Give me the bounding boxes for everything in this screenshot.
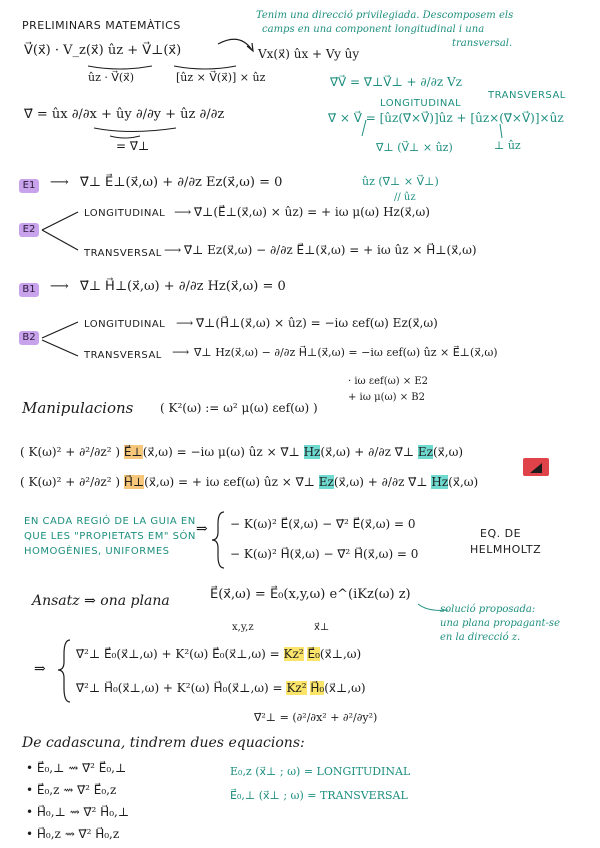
side-note: ûz (∇⃗⊥ × V⃗⊥): [362, 175, 439, 188]
system-eq-h-end: (x⃗⊥,ω): [324, 681, 366, 695]
intro-note-line-3: transversal.: [452, 38, 513, 49]
closing-item-2: • E⃗₀,z ⇝ ∇⃗² E⃗₀,z: [26, 783, 117, 797]
intro-note-line-2: camps en una component longitudinal i una: [262, 24, 485, 35]
manip-eq-1-end: (x⃗,ω): [432, 445, 464, 459]
nabla-perp: = ∇⃗⊥: [116, 139, 150, 153]
system-eq-h-hl-h: H⃗₀: [310, 681, 325, 695]
manip-eq-1-mid: (x⃗,ω) = −iω μ(ω) ûz × ∇⃗⊥: [142, 445, 300, 459]
system-eq-h: [76, 682, 366, 695]
helmholtz-label: EQ. DE: [480, 527, 522, 540]
manipulacions-title: Manipulacions: [22, 399, 134, 417]
equation-e1: ∇⃗⊥ E⃗⊥(x⃗,ω) + ∂/∂z Ez(x⃗,ω) = 0: [80, 175, 283, 190]
manip-eq-2-hl-h: H⃗⊥: [123, 475, 145, 489]
arrow-b2-long: ⟶: [176, 316, 194, 330]
manip-eq-1-hl-hz: Hz: [303, 445, 321, 459]
z-component-def: ûz · V⃗(x⃗): [88, 71, 134, 84]
longitudinal-definition: E₀,z (x⃗⊥ ; ω) = LONGITUDINAL: [230, 765, 411, 778]
closing-item-1-text: E⃗₀,⊥ ⇝ ∇⃗² E⃗₀,⊥: [36, 761, 127, 775]
curl-long-part: ∇⃗⊥ (V⃗⊥ × ûz): [376, 141, 453, 154]
helmholtz-eq-h: − K(ω)² H⃗(x⃗,ω) − ∇⃗² H⃗(x⃗,ω) = 0: [230, 547, 419, 561]
ansatz-sub-perp: x⃗⊥: [314, 622, 330, 633]
helmholtz-note-line-3: HOMOGÈNIES, UNIFORMES: [24, 546, 170, 557]
page-title: PRELIMINARS MATEMÀTICS: [22, 19, 181, 32]
manip-eq-2-mid: (x⃗,ω) = + iω εef(ω) ûz × ∇⃗⊥: [144, 475, 315, 489]
ansatz-note-line-3: en la direcció z.: [440, 632, 521, 643]
manip-eq-2: [20, 476, 478, 489]
arrow-e2-long: ⟶: [174, 205, 192, 219]
transversal-definition: E⃗₀,⊥ (x⃗⊥ ; ω) = TRANSVERSAL: [230, 789, 408, 802]
manip-eq-1-pre: ( K(ω)² + ∂²/∂z² ): [20, 445, 120, 459]
system-eq-e-hl-k: Kz²: [283, 647, 304, 661]
perp-components: Vx(x⃗) ûx + Vy ûy: [258, 47, 360, 61]
manip-eq-1-mid2: (x⃗,ω) + ∂/∂z ∇⃗⊥: [320, 445, 415, 459]
closing-item-4: • H⃗₀,z ⇝ ∇⃗² H⃗₀,z: [26, 827, 120, 841]
ansatz-note-line-1: solució proposada:: [440, 604, 536, 615]
system-eq-e-end: (x⃗⊥,ω): [319, 647, 362, 661]
equation-b1: ∇⃗⊥ H⃗⊥(x⃗,ω) + ∂/∂z Hz(x⃗,ω) = 0: [80, 279, 286, 294]
arrow-e1: ⟶: [50, 175, 69, 190]
system-implies-arrow: ⇒: [34, 661, 46, 677]
k-definition: ( K²(ω) := ω² μ(ω) εef(ω) ): [160, 401, 318, 415]
manip-eq-2-pre: ( K(ω)² + ∂²/∂z² ): [20, 475, 120, 489]
closing-item-1: • E⃗₀,⊥ ⇝ ∇⃗² E⃗₀,⊥: [26, 761, 127, 775]
system-eq-e-hl-e: E⃗₀: [307, 647, 320, 661]
system-eq-h-hl-k: Kz²: [286, 681, 307, 695]
closing-item-3: • H⃗₀,⊥ ⇝ ∇⃗² H⃗₀,⊥: [26, 805, 130, 819]
helmholtz-label-2: HELMHOLTZ: [470, 543, 542, 556]
equation-e2-long: ∇⃗⊥(E⃗⊥(x⃗,ω) × ûz) = + iω μ(ω) Hz(x⃗,ω): [194, 205, 430, 219]
annotation-2: + iω μ(ω) × B2: [348, 392, 425, 403]
manip-eq-2-hl-ez: Ez: [318, 475, 334, 489]
tag-e1: E1: [19, 179, 39, 193]
system-eq-e: [76, 648, 361, 661]
b2-longitudinal-label: LONGITUDINAL: [84, 319, 166, 330]
ansatz-note-line-2: una plana propagant-se: [440, 618, 560, 629]
perp-component-def: [ûz × V⃗(x⃗)] × ûz: [176, 71, 266, 84]
divergence-identity: ∇⃗V⃗ = ∇⃗⊥V⃗⊥ + ∂/∂z Vz: [330, 75, 462, 89]
equation-b2-long: ∇⃗⊥(H⃗⊥(x⃗,ω) × ûz) = −iω εef(ω) Ez(x⃗,ω): [196, 316, 438, 330]
ansatz-sub-xyz: x,y,z: [232, 622, 254, 633]
transversal-label: TRANSVERSAL: [488, 90, 566, 101]
ansatz-equation: E⃗(x⃗,ω) = E⃗₀(x,y,ω) e^(iKz(ω) z): [210, 587, 411, 602]
helmholtz-eq-e: − K(ω)² E⃗(x⃗,ω) − ∇⃗² E⃗(x⃗,ω) = 0: [230, 517, 416, 531]
manip-eq-1: [20, 446, 463, 459]
ansatz-label: Ansatz ⇒ ona plana: [32, 593, 170, 609]
helmholtz-note-line-2: QUE LES "PROPIETATS EM" SÓN: [24, 531, 196, 542]
b2-transversal-label: TRANSVERSAL: [84, 350, 162, 361]
helmholtz-implies-arrow: ⇒: [196, 521, 208, 537]
red-flag-icon: [522, 457, 550, 477]
manip-eq-2-end: (x⃗,ω): [448, 475, 479, 489]
tag-b1: B1: [19, 283, 39, 297]
closing-title: De cadascuna, tindrem dues equacions:: [22, 735, 305, 751]
system-eq-e-pre: ∇⃗²⊥ E⃗₀(x⃗⊥,ω) + K²(ω) E⃗₀(x⃗⊥,ω) =: [76, 647, 280, 661]
arrow-b1: ⟶: [50, 279, 69, 294]
curl-identity: ∇⃗ × V⃗ = [ûz(∇⃗×V⃗)]ûz + [ûz×(∇⃗×V⃗)]×ûz: [328, 111, 564, 125]
tag-b2: B2: [19, 331, 39, 345]
arrow-b2-trans: ⟶: [172, 345, 190, 359]
arrow-e2-trans: ⟶: [164, 243, 182, 257]
e2-longitudinal-label: LONGITUDINAL: [84, 208, 166, 219]
vector-decomposition: V⃗(x⃗) · V_z(x⃗) ûz + V⃗⊥(x⃗): [24, 43, 182, 58]
intro-note-line-1: Tenim una direcció privilegiada. Descomposem els: [256, 10, 514, 21]
tag-e2: E2: [19, 223, 39, 237]
e2-transversal-label: TRANSVERSAL: [84, 248, 162, 259]
system-eq-h-pre: ∇⃗²⊥ H⃗₀(x⃗⊥,ω) + K²(ω) H⃗₀(x⃗⊥,ω) =: [76, 681, 283, 695]
closing-item-3-text: H⃗₀,⊥ ⇝ ∇⃗² H⃗₀,⊥: [36, 805, 130, 819]
equation-e2-trans: ∇⃗⊥ Ez(x⃗,ω) − ∂/∂z E⃗⊥(x⃗,ω) = + iω ûz × H⃗⊥(x⃗,ω): [184, 243, 477, 257]
annotation-1: · iω εef(ω) × E2: [348, 376, 429, 387]
longitudinal-label: LONGITUDINAL: [380, 98, 462, 109]
laplacian-definition: ∇⃗²⊥ = (∂²/∂x² + ∂²/∂y²): [254, 711, 378, 724]
side-note-2: // ûz: [394, 192, 416, 203]
manip-eq-1-hl-e: E⃗⊥: [123, 445, 143, 459]
curl-trans-part: ⊥ ûz: [494, 139, 521, 152]
helmholtz-note-line-1: EN CADA REGIÓ DE LA GUIA EN: [24, 516, 196, 527]
manip-eq-2-hl-hz: Hz: [431, 475, 449, 489]
equation-b2-trans: ∇⃗⊥ Hz(x⃗,ω) − ∂/∂z H⃗⊥(x⃗,ω) = −iω εef(ω) ûz × E⃗⊥(x⃗,ω): [194, 346, 498, 359]
closing-item-2-text: E⃗₀,z ⇝ ∇⃗² E⃗₀,z: [36, 783, 117, 797]
nabla-definition: ∇⃗ = ûx ∂/∂x + ûy ∂/∂y + ûz ∂/∂z: [24, 107, 225, 122]
closing-item-4-text: H⃗₀,z ⇝ ∇⃗² H⃗₀,z: [36, 827, 120, 841]
manip-eq-1-hl-ez: Ez: [417, 445, 433, 459]
manip-eq-2-mid2: (x⃗,ω) + ∂/∂z ∇⃗⊥: [333, 475, 428, 489]
